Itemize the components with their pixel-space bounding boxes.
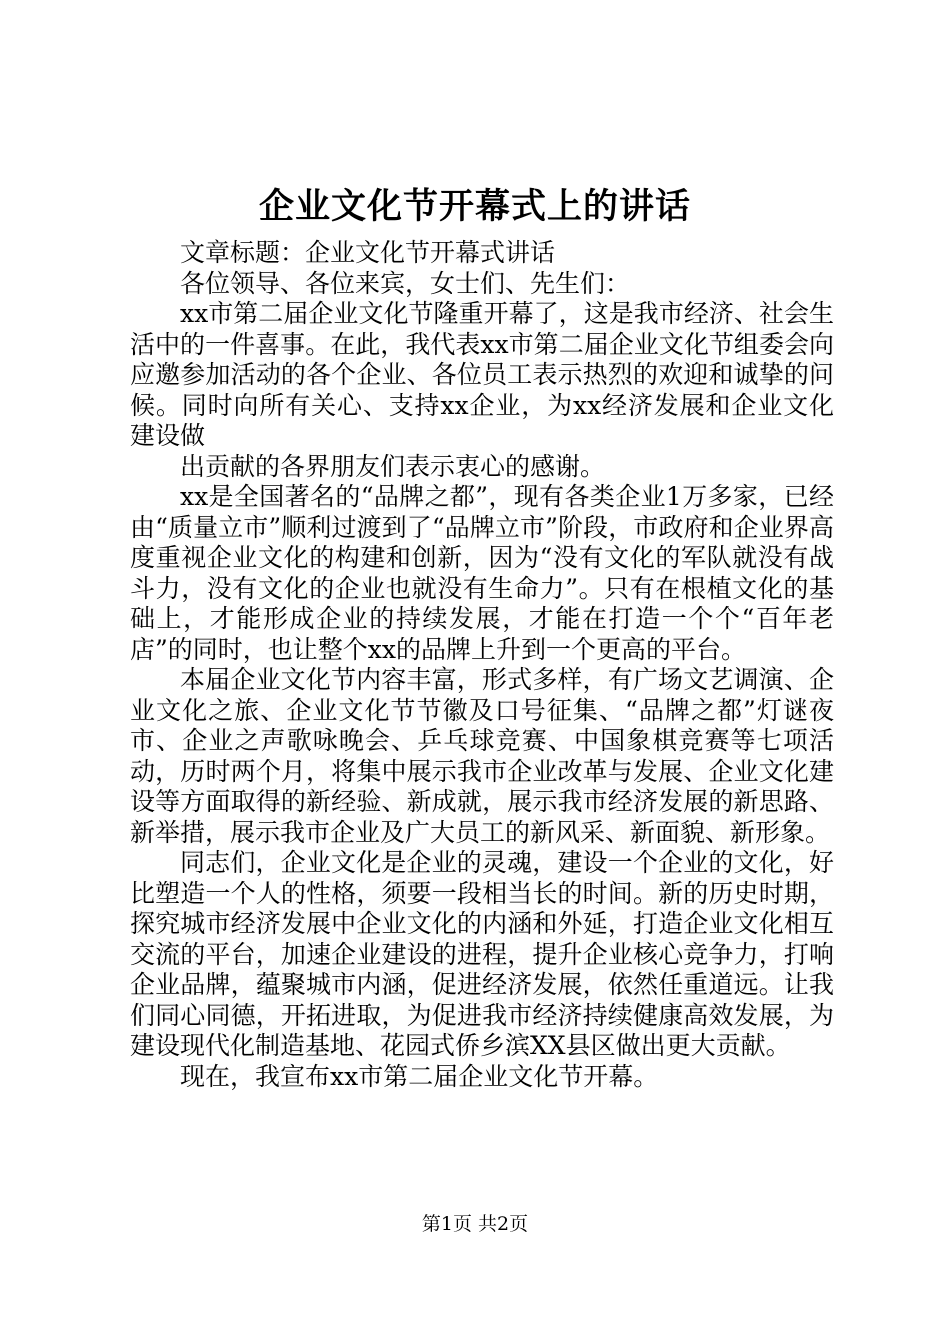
page-footer: 第1页 共2页 — [421, 1213, 529, 1235]
paragraph-opening: xx市第二届企业文化节隆重开幕了，这是我市经济、社会生活中的一件喜事。在此，我代表xx市第二届企业文化节组委会向应邀参加活动的各个企业、各位员工表示热烈的欢迎和诚挚的问候。同时向所有关心、支持xx企业，为xx经济发展和企业文化建设做 — [130, 299, 834, 450]
paragraph-comrades: 同志们，企业文化是企业的灵魂，建设一个企业的文化，好比塑造一个人的性格，须要一段相当长的时间。新的历史时期，探究城市经济发展中企业文化的内涵和外延，打造企业文化相互交流的平台，加速企业建设的进程，提升企业核心竞争力，打响企业品牌，蕴聚城市内涵，促进经济发展，依然任重道远。让我们同心同德，开拓进取，为促进我市经济持续健康高效发展，为建设现代化制造基地、花园式侨乡滨XX县区做出更大贡献。 — [130, 848, 834, 1060]
paragraph-brand-capital: xx是全国著名的“品牌之都”，现有各类企业1万多家，已经由“质量立市”顺利过渡到了“品牌立市”阶段，市政府和企业界高度重视企业文化的构建和创新，因为“没有文化的军队就没有战斗力，没有文化的企业也就没有生命力”。只有在根植文化的基础上，才能形成企业的持续发展，才能在打造一个个“百年老店”的同时，也让整个xx的品牌上升到一个更高的平台。 — [130, 482, 834, 664]
paragraph-article-title: 文章标题：企业文化节开幕式讲话 — [180, 238, 556, 267]
document-title: 企业文化节开幕式上的讲话 — [258, 186, 691, 227]
paragraph-thanks: 出贡献的各界朋友们表示衷心的感谢。 — [180, 451, 606, 481]
document-body — [130, 238, 834, 1092]
paragraph-announcement: 现在，我宣布xx市第二届企业文化节开幕。 — [180, 1061, 659, 1091]
paragraph-activities: 本届企业文化节内容丰富，形式多样，有广场文艺调演、企业文化之旅、企业文化节节徽及口号征集、“品牌之都”灯谜夜市、企业之声歌咏晚会、乒乓球竞赛、中国象棋竞赛等七项活动，历时两个月，将集中展示我市企业改革与发展、企业文化建设等方面取得的新经验、新成就，展示我市经济发展的新思路、新举措，展示我市企业及广大员工的新风采、新面貌、新形象。 — [130, 665, 834, 847]
paragraph-salutation: 各位领导、各位来宾，女士们、先生们： — [180, 268, 631, 298]
